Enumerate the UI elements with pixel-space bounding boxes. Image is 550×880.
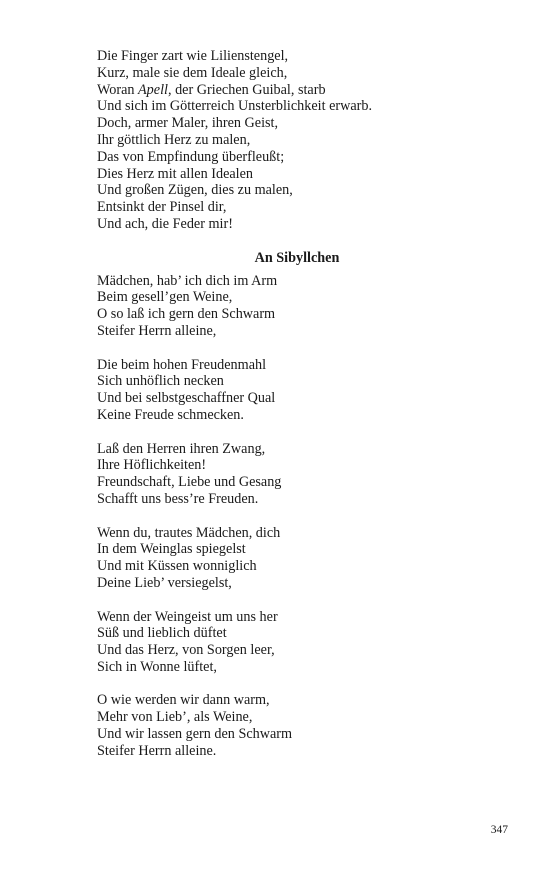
fragment-line-11: Und ach, die Feder mir! <box>97 215 233 232</box>
fragment-line-5: Doch, armer Maler, ihren Geist, <box>97 115 279 132</box>
fragment-line-1: Die Finger zart wie Lilienstengel, <box>97 48 289 64</box>
fragment-line-2: Kurz, male sie dem Ideale gleich, <box>97 64 288 81</box>
verse-line: Steifer Herrn alleine. <box>97 742 217 759</box>
verse-line: Und bei selbstgeschaffner Qual <box>97 390 276 407</box>
verse-line: Und mit Küssen wonniglich <box>97 558 257 575</box>
poem-body <box>97 273 497 760</box>
verse-line: Ihre Höflichkeiten! <box>97 457 207 474</box>
verse-line: Wenn du, trautes Mädchen, dich <box>97 524 281 541</box>
verse-line: Wenn der Weingeist um uns her <box>97 608 278 625</box>
verse-line: Sich in Wonne lüftet, <box>97 658 217 675</box>
stanza-4 <box>97 525 497 592</box>
verse-line: Beim gesell’gen Weine, <box>97 289 233 306</box>
verse-line: Süß und lieblich düftet <box>97 625 227 642</box>
italic-name: Apell <box>138 81 168 98</box>
verse-line: Und das Herz, von Sorgen leer, <box>97 642 275 659</box>
verse-line: Sich unhöflich necken <box>97 373 224 390</box>
stanza-5 <box>97 609 497 676</box>
verse-line: O so laß ich gern den Schwarm <box>97 306 276 323</box>
fragment-line-3: Woran Apell, der Griechen Guibal, starb <box>97 81 326 98</box>
verse-line: Keine Freude schmecken. <box>97 406 244 423</box>
verse-line: Deine Lieb’ versiegelst, <box>97 574 232 591</box>
verse-line: Mädchen, hab’ ich dich im Arm <box>97 272 278 289</box>
verse-line: Steifer Herrn alleine, <box>97 322 217 339</box>
verse-line: Laß den Herren ihren Zwang, <box>97 440 266 457</box>
fragment-line-10: Entsinkt der Pinsel dir, <box>97 199 227 216</box>
stanza-2 <box>97 357 497 424</box>
text-column <box>97 48 497 760</box>
fragment-line-4: Und sich im Götterreich Unsterblichkeit erwarb. <box>97 98 372 115</box>
verse-line: Freundschaft, Liebe und Gesang <box>97 474 282 491</box>
fragment-line-8: Dies Herz mit allen Idealen <box>97 165 253 182</box>
verse-line: Die beim hohen Freudenmahl <box>97 356 267 373</box>
page-number: 347 <box>490 824 508 836</box>
stanza-3 <box>97 441 497 508</box>
verse-line: Und wir lassen gern den Schwarm <box>97 726 293 743</box>
verse-line: Schafft uns bess’re Freuden. <box>97 490 259 507</box>
poem-fragment <box>97 48 497 233</box>
verse-line: In dem Weinglas spiegelst <box>97 541 246 558</box>
verse-line: O wie werden wir dann warm, <box>97 692 270 709</box>
fragment-line-9: Und großen Zügen, dies zu malen, <box>97 182 293 199</box>
fragment-line-6: Ihr göttlich Herz zu malen, <box>97 131 251 148</box>
fragment-line-7: Das von Empfindung überfleußt; <box>97 148 285 165</box>
stanza-6 <box>97 692 497 759</box>
verse-line: Mehr von Lieb’, als Weine, <box>97 709 253 726</box>
poem-title: An Sibyllchen <box>254 249 340 266</box>
stanza-1 <box>97 273 497 340</box>
